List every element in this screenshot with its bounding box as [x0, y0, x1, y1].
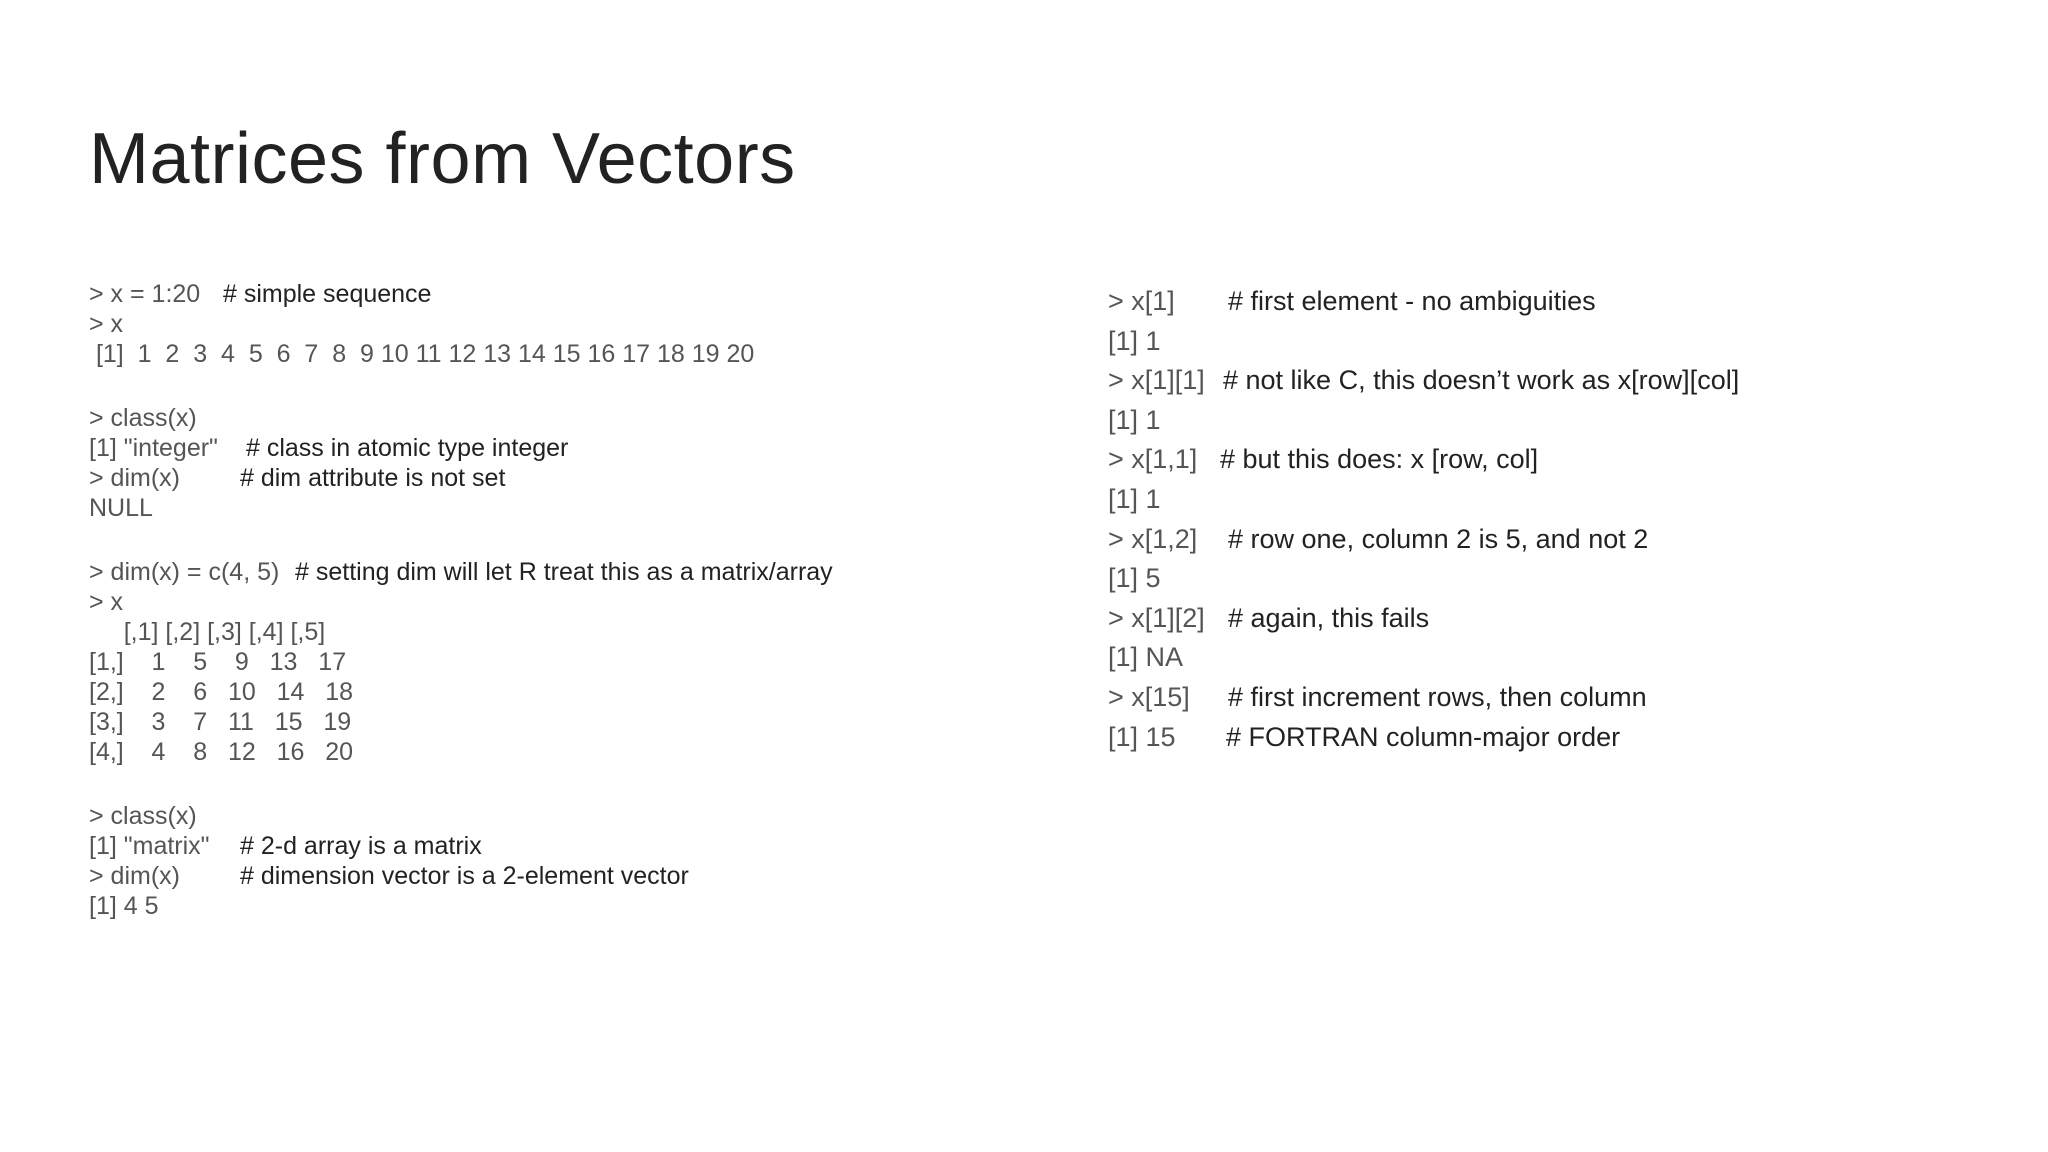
- code-comment: # first increment rows, then column: [1228, 681, 1647, 712]
- code-comment: # setting dim will let R treat this as a matrix/array: [295, 558, 833, 586]
- code-output: [1] "matrix": [89, 832, 210, 860]
- code-comment: # dimension vector is a 2-element vector: [240, 862, 689, 890]
- code-line: [89, 831, 1049, 861]
- code-line: [89, 309, 1049, 339]
- matrix-row: [89, 737, 1049, 767]
- code-line: [89, 891, 1049, 921]
- code-comment: # class in atomic type integer: [246, 434, 569, 462]
- code-line: [89, 801, 1049, 831]
- code-line: [89, 861, 1049, 891]
- right-code-panel: [1108, 282, 2008, 757]
- code-line: [1108, 599, 2008, 639]
- code-comment: # simple sequence: [223, 280, 432, 308]
- code-line: [1108, 282, 2008, 322]
- code-text: > x[1][1]: [1108, 365, 1205, 396]
- code-comment: # dim attribute is not set: [240, 464, 506, 492]
- code-text: > dim(x) = c(4, 5): [89, 558, 280, 586]
- code-output: [3,] 3 7 11 15 19: [89, 708, 352, 736]
- code-output: [1] 1 2 3 4 5 6 7 8 9 10 11 12 13 14 15 16 17 18 19 20: [89, 340, 755, 368]
- code-line: [89, 279, 1049, 309]
- code-line: [1108, 520, 2008, 560]
- code-comment: # first element - no ambiguities: [1228, 286, 1596, 316]
- code-output: [4,] 4 8 12 16 20: [89, 738, 354, 766]
- code-line: [89, 339, 1049, 369]
- code-block-sequence: [89, 279, 1049, 369]
- code-comment: # but this does: x [row, col]: [1220, 444, 1539, 475]
- code-comment: # FORTRAN column-major order: [1226, 721, 1621, 752]
- code-line: [1108, 678, 2008, 718]
- code-comment: # again, this fails: [1228, 602, 1430, 633]
- code-output: [1] "integer": [89, 434, 218, 462]
- code-line: [89, 493, 1049, 523]
- code-output: [1] 15: [1108, 721, 1176, 752]
- code-line: [89, 557, 1049, 587]
- code-output: [1] NA: [1108, 642, 1184, 673]
- code-text: > x[15]: [1108, 681, 1190, 712]
- code-block-dim: [89, 557, 1049, 767]
- code-line: [89, 463, 1049, 493]
- code-text: > dim(x): [89, 862, 180, 890]
- code-block-matrix-class: [89, 801, 1049, 921]
- code-text: > x[1,2]: [1108, 523, 1198, 554]
- code-line: [1108, 480, 2008, 520]
- code-line: [1108, 322, 2008, 362]
- code-text: > x = 1:20: [89, 280, 201, 308]
- code-comment: # not like C, this doesn’t work as x[row][col]: [1223, 365, 1740, 396]
- code-output: [1] 1: [1108, 325, 1161, 356]
- matrix-row: [89, 647, 1049, 677]
- code-text: > x[1,1]: [1108, 444, 1198, 475]
- code-line: [89, 403, 1049, 433]
- code-line: [89, 433, 1049, 463]
- code-text: > class(x): [89, 802, 197, 830]
- code-output: [1] 5: [1108, 563, 1161, 594]
- code-output: [1] 1: [1108, 483, 1161, 514]
- code-output: [,1] [,2] [,3] [,4] [,5]: [89, 618, 326, 646]
- code-output: [2,] 2 6 10 14 18: [89, 678, 354, 706]
- code-line: [1108, 718, 2008, 758]
- code-comment: # 2-d array is a matrix: [240, 832, 482, 860]
- code-line: [89, 587, 1049, 617]
- code-text: > x: [89, 310, 124, 338]
- code-line: [1108, 401, 2008, 441]
- code-text: > class(x): [89, 404, 197, 432]
- code-output: NULL: [89, 494, 153, 522]
- code-output: [1,] 1 5 9 13 17: [89, 648, 347, 676]
- matrix-header-row: [89, 617, 1049, 647]
- code-block-class: [89, 403, 1049, 523]
- slide-title: Matrices from Vectors: [89, 119, 796, 199]
- code-output: [1] 1: [1108, 404, 1161, 435]
- code-text: > x[1][2]: [1108, 602, 1205, 633]
- matrix-row: [89, 677, 1049, 707]
- code-comment: # row one, column 2 is 5, and not 2: [1228, 523, 1649, 554]
- code-text: > dim(x): [89, 464, 180, 492]
- code-line: [1108, 559, 2008, 599]
- code-text: > x[1]: [1108, 286, 1175, 316]
- code-output: [1] 4 5: [89, 892, 159, 920]
- code-line: [1108, 638, 2008, 678]
- matrix-row: [89, 707, 1049, 737]
- code-line: [1108, 440, 2008, 480]
- code-text: > x: [89, 588, 124, 616]
- code-line: [1108, 361, 2008, 401]
- left-code-panel: [89, 279, 1049, 955]
